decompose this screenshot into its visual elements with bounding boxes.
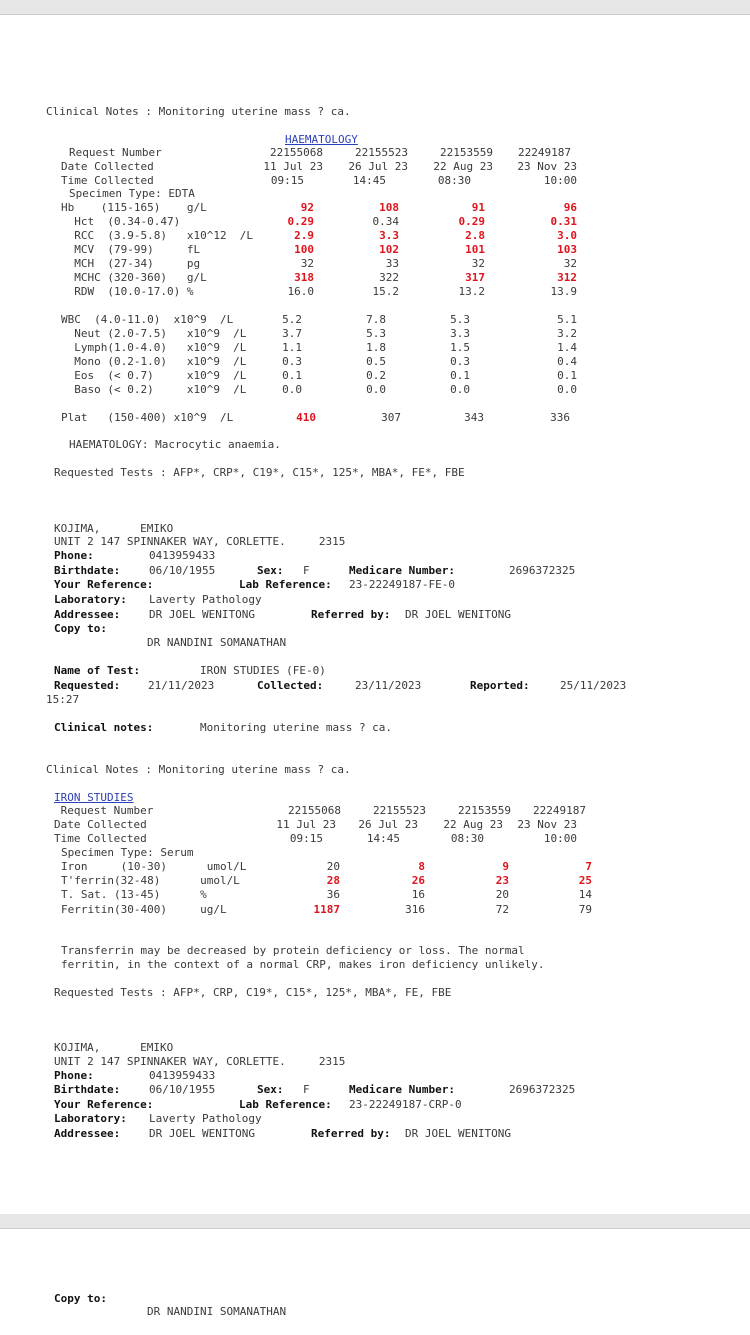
iron-request-col-3: 22153559: [458, 804, 511, 817]
iron-result-value: 8: [418, 860, 425, 873]
haem-wbc-result-value: 5.2: [282, 313, 302, 326]
iron-result-value: 72: [495, 903, 509, 916]
haem-date-col-1: 11 Jul 23: [263, 160, 323, 173]
medicare-label: Medicare Number:: [349, 564, 455, 577]
haem-result-value: 2.8: [465, 229, 485, 242]
iron-result-value: 20: [326, 860, 340, 873]
haem-time-col-2: 14:45: [352, 174, 386, 187]
haematology-comment: HAEMATOLOGY: Macrocytic anaemia.: [69, 438, 281, 451]
addressee-label: Addressee:: [54, 608, 121, 621]
haem-wbc-result-value: 0.0: [557, 383, 577, 396]
requested-value: 21/11/2023: [148, 679, 215, 692]
haem-time-col-1: 09:15: [270, 174, 304, 187]
haem-wbc-result-value: 0.0: [366, 383, 386, 396]
haem-result-value: 16.0: [287, 285, 314, 298]
iron-time-col-2: 14:45: [366, 832, 400, 845]
requested-tests: Requested Tests : AFP*, CRP*, C19*, C15*, 125*, MBA*, FE*, FBE: [54, 466, 465, 479]
haem-request-col-3: 22153559: [440, 146, 493, 159]
reported-label: Reported:: [470, 679, 530, 692]
patient2-phone-label: Phone:: [54, 1069, 94, 1082]
plat-result-value: 336: [550, 411, 570, 424]
haem-row-label: RCC (3.9-5.8) x10^12 /L: [61, 229, 254, 242]
iron-clinical-notes-header: Clinical Notes : Monitoring uterine mass ? ca.: [46, 763, 351, 776]
haem-result-value: 101: [465, 243, 485, 256]
iron-result-value: 1187: [313, 903, 340, 916]
iron-result-value: 9: [502, 860, 509, 873]
lab-reference-value: 23-22249187-FE-0: [349, 578, 455, 591]
haem-wbc-row-label: Eos (< 0.7) x10^9 /L: [61, 369, 247, 382]
patient2-laboratory-label: Laboratory:: [54, 1112, 127, 1125]
medicare-value: 2696372325: [509, 564, 576, 577]
haem-wbc-result-value: 1.1: [282, 341, 302, 354]
copy-to-value: DR NANDINI SOMANATHAN: [147, 636, 287, 649]
haem-wbc-result-value: 0.1: [282, 369, 302, 382]
iron-result-value: 28: [326, 874, 340, 887]
haem-time-col-3: 08:30: [437, 174, 471, 187]
plat-row-label: Plat (150-400) x10^9 /L: [61, 411, 234, 424]
haem-result-value: 0.29: [458, 215, 485, 228]
haem-result-value: 103: [557, 243, 577, 256]
phone-label: Phone:: [54, 549, 94, 562]
reported-time: 15:27: [46, 693, 80, 706]
haem-wbc-result-value: 0.4: [557, 355, 577, 368]
haem-wbc-result-value: 0.0: [282, 383, 302, 396]
iron-row-label: Ferritin(30-400) ug/L: [61, 903, 227, 916]
plat-result-value: 343: [464, 411, 484, 424]
haem-wbc-row-label: Baso (< 0.2) x10^9 /L: [61, 383, 247, 396]
patient2-copy-to-label: Copy to:: [54, 1292, 107, 1305]
haem-wbc-result-value: 0.3: [450, 355, 470, 368]
iron-result-value: 7: [585, 860, 592, 873]
haem-result-value: 96: [563, 201, 577, 214]
patient2-birthdate-value: 06/10/1955: [149, 1083, 216, 1096]
haem-wbc-row-label: WBC (4.0-11.0) x10^9 /L: [61, 313, 234, 326]
birthdate-value: 06/10/1955: [149, 564, 216, 577]
sex-value: F: [303, 564, 310, 577]
haem-date-col-3: 22 Aug 23: [433, 160, 493, 173]
iron-time-col-3: 08:30: [450, 832, 484, 845]
haematology-title[interactable]: HAEMATOLOGY: [285, 133, 358, 146]
report-page-2: [0, 1228, 750, 1335]
haem-result-value: 32: [300, 257, 314, 270]
haem-wbc-result-value: 3.2: [557, 327, 577, 340]
patient2-addressee-label: Addressee:: [54, 1127, 121, 1140]
patient2-address: UNIT 2 147 SPINNAKER WAY, CORLETTE. 2315: [54, 1055, 346, 1068]
iron-request-col-2: 22155523: [373, 804, 426, 817]
clinical-notes-label: Clinical notes:: [54, 721, 154, 734]
iron-comment-line-2: ferritin, in the context of a normal CRP, makes iron deficiency unlikely.: [61, 958, 545, 971]
haem-result-value: 0.29: [287, 215, 314, 228]
iron-date-col-4: 23 Nov 23: [517, 818, 577, 831]
patient2-copy-to-value: DR NANDINI SOMANATHAN: [147, 1305, 287, 1318]
haem-wbc-result-value: 5.3: [450, 313, 470, 326]
patient2-addressee-value: DR JOEL WENITONG: [149, 1127, 255, 1140]
haem-result-value: 3.0: [557, 229, 577, 242]
iron-request-col-1: 22155068: [288, 804, 341, 817]
phone-value: 0413959433: [149, 549, 216, 562]
patient2-lab-reference-label: Lab Reference:: [239, 1098, 332, 1111]
haem-date-col-2: 26 Jul 23: [348, 160, 408, 173]
iron-time-col-4: 10:00: [543, 832, 577, 845]
specimen-type: Specimen Type: EDTA: [69, 187, 195, 200]
name-of-test-value: IRON STUDIES (FE-0): [200, 664, 326, 677]
iron-row-label: T'ferrin(32-48) umol/L: [61, 874, 240, 887]
referred-by-value: DR JOEL WENITONG: [405, 608, 511, 621]
haem-wbc-result-value: 5.3: [366, 327, 386, 340]
iron-result-value: 25: [578, 874, 592, 887]
haem-result-value: 2.9: [294, 229, 314, 242]
haem-wbc-result-value: 0.2: [366, 369, 386, 382]
patient2-name: KOJIMA, EMIKO: [54, 1041, 174, 1054]
iron-result-value: 36: [326, 888, 340, 901]
collected-label: Collected:: [257, 679, 324, 692]
haem-row-label: MCV (79-99) fL: [61, 243, 201, 256]
time-collected-label: Time Collected: [61, 174, 154, 187]
patient2-medicare-value: 2696372325: [509, 1083, 576, 1096]
date-collected-label: Date Collected: [61, 160, 154, 173]
haem-result-value: 15.2: [372, 285, 399, 298]
haem-row-label: MCH (27-34) pg: [61, 257, 201, 270]
iron-request-number-label: Request Number: [54, 804, 154, 817]
patient2-phone-value: 0413959433: [149, 1069, 216, 1082]
name-of-test-label: Name of Test:: [54, 664, 141, 677]
iron-specimen-type: Specimen Type: Serum: [61, 846, 194, 859]
haem-row-label: MCHC (320-360) g/L: [61, 271, 207, 284]
iron-studies-title[interactable]: IRON STUDIES: [54, 791, 134, 804]
patient2-birthdate-label: Birthdate:: [54, 1083, 121, 1096]
iron-row-label: Iron (10-30) umol/L: [61, 860, 247, 873]
haem-wbc-result-value: 5.1: [557, 313, 577, 326]
copy-to-label: Copy to:: [54, 622, 107, 635]
haem-request-col-4: 22249187: [518, 146, 571, 159]
your-reference-label: Your Reference:: [54, 578, 154, 591]
iron-result-value: 20: [495, 888, 509, 901]
plat-result-value: 410: [296, 411, 316, 424]
haem-wbc-row-label: Neut (2.0-7.5) x10^9 /L: [61, 327, 247, 340]
iron-time-col-1: 09:15: [289, 832, 323, 845]
page-gap: [0, 1214, 750, 1228]
haem-result-value: 32: [471, 257, 485, 270]
haem-request-col-2: 22155523: [355, 146, 408, 159]
haem-wbc-result-value: 1.5: [450, 341, 470, 354]
iron-result-value: 16: [411, 888, 425, 901]
page-gap-top: [0, 0, 750, 14]
collected-value: 23/11/2023: [355, 679, 422, 692]
patient2-laboratory-value: Laverty Pathology: [149, 1112, 262, 1125]
haem-result-value: 108: [379, 201, 399, 214]
haem-time-col-4: 10:00: [543, 174, 577, 187]
haem-row-label: Hb (115-165) g/L: [61, 201, 207, 214]
haem-result-value: 100: [294, 243, 314, 256]
haem-result-value: 3.3: [379, 229, 399, 242]
laboratory-label: Laboratory:: [54, 593, 127, 606]
laboratory-value: Laverty Pathology: [149, 593, 262, 606]
haem-result-value: 13.9: [550, 285, 577, 298]
patient2-sex-value: F: [303, 1083, 310, 1096]
haem-result-value: 13.2: [458, 285, 485, 298]
haem-wbc-result-value: 7.8: [366, 313, 386, 326]
iron-date-col-2: 26 Jul 23: [358, 818, 418, 831]
haem-result-value: 102: [379, 243, 399, 256]
haem-result-value: 318: [294, 271, 314, 284]
iron-result-value: 26: [411, 874, 425, 887]
haem-row-label: Hct (0.34-0.47): [61, 215, 181, 228]
haem-result-value: 33: [385, 257, 399, 270]
iron-result-value: 14: [578, 888, 592, 901]
haem-wbc-result-value: 0.3: [282, 355, 302, 368]
patient2-medicare-label: Medicare Number:: [349, 1083, 455, 1096]
patient2-sex-label: Sex:: [257, 1083, 284, 1096]
addressee-value: DR JOEL WENITONG: [149, 608, 255, 621]
iron-date-col-1: 11 Jul 23: [276, 818, 336, 831]
patient2-your-reference-label: Your Reference:: [54, 1098, 154, 1111]
haem-request-col-1: 22155068: [270, 146, 323, 159]
lab-reference-label: Lab Reference:: [239, 578, 332, 591]
iron-request-col-4: 22249187: [533, 804, 586, 817]
patient2-lab-reference-value: 23-22249187-CRP-0: [349, 1098, 462, 1111]
haem-wbc-result-value: 1.4: [557, 341, 577, 354]
plat-result-value: 307: [381, 411, 401, 424]
iron-time-collected-label: Time Collected: [54, 832, 147, 845]
haem-wbc-result-value: 0.0: [450, 383, 470, 396]
iron-requested-tests: Requested Tests : AFP*, CRP, C19*, C15*, 125*, MBA*, FE, FBE: [54, 986, 452, 999]
iron-result-value: 79: [578, 903, 592, 916]
haem-result-value: 322: [379, 271, 399, 284]
haem-wbc-result-value: 1.8: [366, 341, 386, 354]
sex-label: Sex:: [257, 564, 284, 577]
iron-row-label: T. Sat. (13-45) %: [61, 888, 207, 901]
haem-wbc-result-value: 0.5: [366, 355, 386, 368]
iron-result-value: 23: [495, 874, 509, 887]
haem-wbc-result-value: 3.3: [450, 327, 470, 340]
iron-comment-line-1: Transferrin may be decreased by protein deficiency or loss. The normal: [61, 944, 525, 957]
haem-result-value: 0.34: [372, 215, 399, 228]
haem-date-col-4: 23 Nov 23: [517, 160, 577, 173]
clinical-notes-header: Clinical Notes : Monitoring uterine mass ? ca.: [46, 105, 351, 118]
haem-result-value: 312: [557, 271, 577, 284]
haem-row-label: RDW (10.0-17.0) %: [61, 285, 194, 298]
patient-name: KOJIMA, EMIKO: [54, 522, 174, 535]
iron-date-collected-label: Date Collected: [54, 818, 147, 831]
haem-result-value: 92: [300, 201, 314, 214]
birthdate-label: Birthdate:: [54, 564, 121, 577]
reported-value: 25/11/2023: [560, 679, 627, 692]
haem-result-value: 91: [471, 201, 485, 214]
haem-result-value: 0.31: [550, 215, 577, 228]
haem-wbc-row-label: Mono (0.2-1.0) x10^9 /L: [61, 355, 247, 368]
haem-result-value: 317: [465, 271, 485, 284]
referred-by-label: Referred by:: [311, 608, 391, 621]
haem-wbc-result-value: 0.1: [557, 369, 577, 382]
requested-label: Requested:: [54, 679, 121, 692]
iron-result-value: 316: [405, 903, 425, 916]
haem-wbc-result-value: 3.7: [282, 327, 302, 340]
patient-address: UNIT 2 147 SPINNAKER WAY, CORLETTE. 2315: [54, 535, 346, 548]
patient2-referred-by-label: Referred by:: [311, 1127, 391, 1140]
request-number-label: Request Number: [69, 146, 162, 159]
iron-date-col-3: 22 Aug 23: [443, 818, 503, 831]
haem-wbc-result-value: 0.1: [450, 369, 470, 382]
haem-wbc-row-label: Lymph(1.0-4.0) x10^9 /L: [61, 341, 247, 354]
patient2-referred-by-value: DR JOEL WENITONG: [405, 1127, 511, 1140]
haem-result-value: 32: [563, 257, 577, 270]
clinical-notes-value: Monitoring uterine mass ? ca.: [200, 721, 393, 734]
